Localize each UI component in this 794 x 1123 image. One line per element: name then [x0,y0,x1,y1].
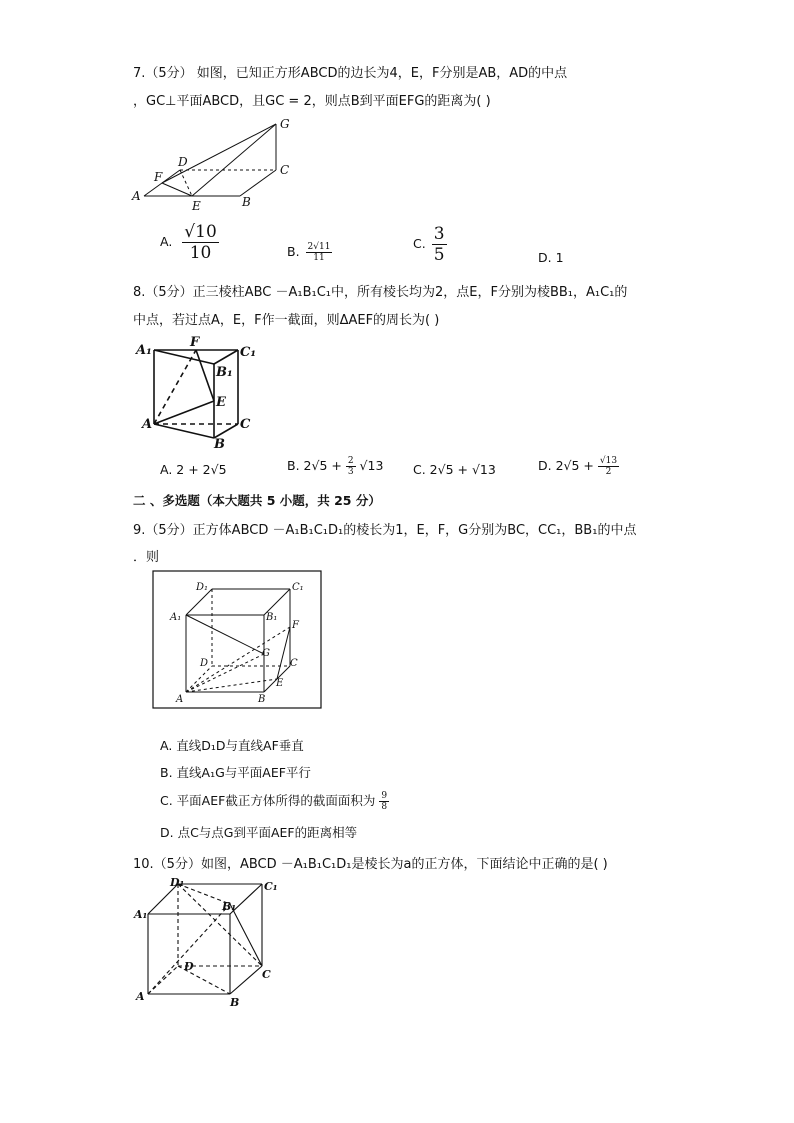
q7-edge-FG [162,124,276,183]
q10-label-B: B [230,996,240,1009]
q7-edge-EG [192,124,276,196]
q8-option-d[interactable] [538,456,619,477]
q9-label-B: B [258,694,266,705]
q10-line1: 10.（5分）如图，ABCD －A₁B₁C₁D₁是棱长为a的正方体，下面结论中正确的是( ) [133,857,608,872]
q10-label-B1: B₁ [222,900,237,913]
q7-edge-BC [240,170,276,196]
q9-figure [152,570,322,710]
q9-option-c[interactable] [160,791,389,812]
q7-line2: ，GC⊥平面ABCD，且GC = 2，则点B到平面EFG的距离为( ) [133,94,491,109]
section-multiple-choice-heading: 二 、多选题（本大题共 5 小题，共 25 分） [133,493,381,508]
q7-line1: 7.（5分） 如图，已知正方形ABCD的边长为4，E，F分别是AB，AD的中点 [133,66,568,81]
q8-label-B: B [214,437,225,451]
q7-option-a-fraction [182,222,218,263]
q7-label-F: F [154,170,163,184]
q8-option-b-fraction [346,456,356,477]
q7-option-b-prefix: B. [287,244,300,259]
q7-option-b-denominator: 11 [313,253,325,263]
q7-option-a[interactable] [160,222,219,263]
q8-option-a[interactable]: A. 2 + 2√5 [160,462,227,477]
q9-label-C: C [290,658,298,669]
q7-option-c[interactable] [413,224,447,265]
q9-label-B1: B₁ [266,612,278,623]
q8-label-A1: A₁ [136,343,152,358]
q7-label-C: C [280,163,290,177]
q8-label-E: E [216,395,226,410]
q9-label-G: G [262,648,270,659]
q7-option-a-prefix: A. [160,234,173,249]
q9-line2: ．则 [133,550,160,565]
q7-option-c-prefix: C. [413,236,426,251]
q8-figure [130,336,270,451]
q10-label-A: A [136,990,145,1003]
q9-label-D: D [200,658,209,669]
q9-option-c-numerator: 9 [381,791,388,801]
q9-label-F: F [292,620,299,631]
q7-label-G: G [280,117,290,131]
q9-line1: 9.（5分）正方体ABCD －A₁B₁C₁D₁的棱长为1，E，F，G分别为BC，CC₁，BB₁的中点 [133,523,637,538]
q8-label-C: C [240,417,251,432]
q10-figure [130,876,280,1011]
q7-option-c-fraction [432,224,447,265]
q7-option-b[interactable] [287,242,332,263]
q8-label-B1: B₁ [216,365,233,380]
q8-label-C1: C₁ [240,345,257,360]
q7-option-a-numerator: √10 [184,222,217,242]
q8-option-b-suffix: √13 [359,458,384,473]
q10-label-A1: A₁ [134,908,148,921]
q10-label-D1: D₁ [170,876,185,889]
q7-label-E: E [192,199,201,213]
q9-option-c-prefix: C. 平面AEF截正方体所得的截面面积为 [160,793,376,808]
q9-option-c-fraction [379,791,389,812]
q9-label-A: A [176,694,184,705]
q9-option-a[interactable]: A. 直线D₁D与直线AF垂直 [160,738,304,753]
q7-option-b-fraction [306,242,333,263]
q7-figure [128,114,308,214]
q9-option-b[interactable]: B. 直线A₁G与平面AEF平行 [160,765,311,780]
q8-label-F: F [190,336,200,350]
q8-option-b-denominator: 3 [347,467,354,477]
q9-label-D1: D₁ [196,582,209,593]
q7-option-c-numerator: 3 [433,224,445,244]
q9-option-d[interactable]: D. 点C与点G到平面AEF的距离相等 [160,825,358,840]
q8-option-c[interactable]: C. 2√5 + √13 [413,462,496,477]
q8-label-A: A [142,417,153,432]
q8-option-b[interactable] [287,456,383,477]
q8-option-b-numerator: 2 [347,456,354,466]
q9-label-A1: A₁ [170,612,182,623]
q8-line2: 中点，若过点A，E，F作一截面，则ΔAEF的周长为( ) [133,313,440,328]
q7-label-B: B [242,195,251,209]
q7-option-c-denominator: 5 [433,245,445,265]
q9-label-E: E [276,678,284,689]
q9-option-c-denominator: 8 [381,802,388,812]
q8-option-d-denominator: 2 [605,467,612,477]
q10-label-D: D [184,960,194,973]
q7-option-a-denominator: 10 [189,243,212,263]
q7-label-A: A [132,189,141,203]
q8-option-d-fraction [598,456,619,477]
q8-option-d-numerator: √13 [599,456,618,466]
q10-label-C: C [262,968,271,981]
q8-option-b-prefix: B. 2√5 + [287,458,342,473]
q8-line1: 8.（5分）正三棱柱ABC －A₁B₁C₁中，所有棱长均为2，点E，F分别为棱BB₁，A₁C₁的 [133,285,628,300]
q10-label-C1: C₁ [264,880,278,893]
q7-edge-FE [162,183,192,196]
q7-option-b-numerator: 2√11 [307,242,331,252]
q8-option-d-prefix: D. 2√5 + [538,458,594,473]
q9-label-C1: C₁ [292,582,304,593]
q7-option-d[interactable]: D. 1 [538,250,564,265]
q7-label-D: D [178,155,188,169]
